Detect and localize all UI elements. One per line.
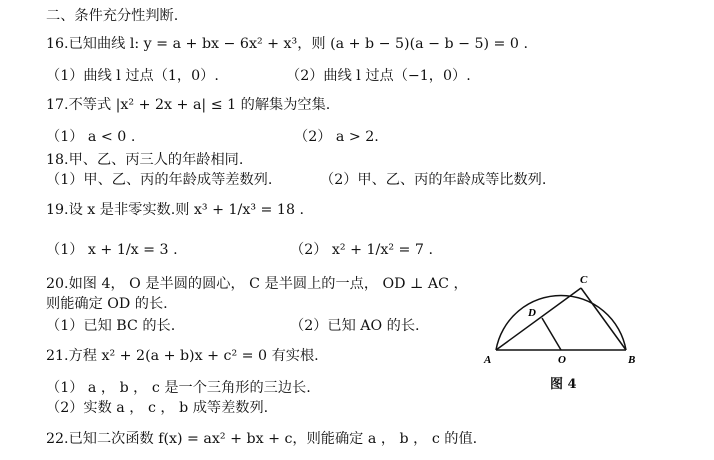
q20-condition-2: （2）已知 AO 的长. [290, 318, 420, 334]
q21-condition-1: （1） a ， b ， c 是一个三角形的三边长. [46, 380, 311, 396]
q16-condition-1: （1）曲线 l 过点（1，0）. [46, 68, 219, 84]
q17-condition-2: （2） a > 2. [294, 129, 379, 145]
q19-condition-1: （1） x + 1/x = 3 . [46, 242, 178, 258]
q21-stem: 21.方程 x² + 2(a + b)x + c² = 0 有实根. [46, 348, 319, 364]
q22-stem: 22.已知二次函数 f(x) = ax² + bx + c，则能确定 a ， b ， c 的值. [46, 431, 478, 447]
chord-ac [496, 288, 581, 350]
q20-stem: 20.如图 4， O 是半圆的圆心， C 是半圆上的一点， OD ⊥ AC ， [46, 276, 468, 292]
label-b: B [628, 354, 636, 366]
section-title: 二、条件充分性判断. [46, 8, 179, 24]
q19-condition-2: （2） x² + 1/x² = 7 . [290, 242, 433, 258]
q21-condition-2: （2）实数 a ， c ， b 成等差数列. [46, 400, 269, 416]
q20-stem-continued: 则能确定 OD 的长. [46, 296, 168, 312]
q17-condition-1: （1） a < 0 . [46, 129, 136, 145]
q16-stem: 16.已知曲线 l: y = a + bx − 6x² + x³，则 (a + b − 5)(a − b − 5) = 0 . [46, 36, 528, 52]
figure-caption: 图 4 [550, 377, 577, 392]
label-d: D [528, 307, 536, 319]
q17-stem: 17.不等式 |x² + 2x + a| ≤ 1 的解集为空集. [46, 97, 331, 113]
q18-stem: 18.甲、乙、丙三人的年龄相同. [46, 152, 244, 168]
q18-condition-1: （1）甲、乙、丙的年龄成等差数列. [46, 172, 273, 188]
q16-condition-2: （2）曲线 l 过点（−1，0）. [286, 68, 471, 84]
segment-od [542, 318, 561, 350]
q18-condition-2: （2）甲、乙、丙的年龄成等比数列. [320, 172, 547, 188]
label-a: A [484, 354, 492, 366]
q19-stem: 19.设 x 是非零实数.则 x³ + 1/x³ = 18 . [46, 202, 304, 218]
label-o: O [558, 354, 566, 366]
label-c: C [580, 274, 588, 286]
chord-bc [581, 288, 626, 350]
q20-condition-1: （1）已知 BC 的长. [46, 318, 176, 334]
